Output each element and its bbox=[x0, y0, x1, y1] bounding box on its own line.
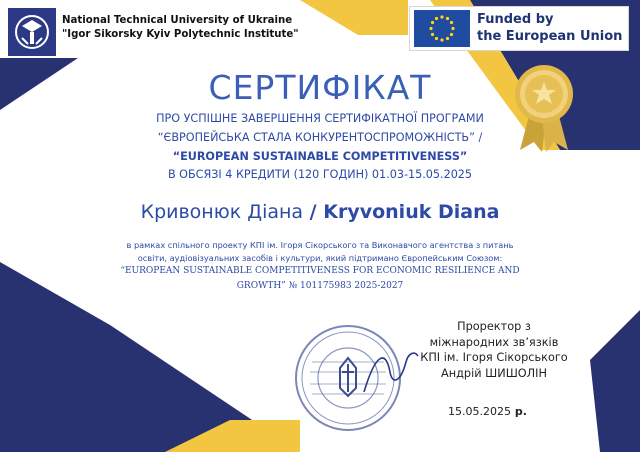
signatory-block bbox=[400, 319, 588, 381]
university-crest-icon bbox=[8, 8, 56, 56]
eu-funding-line1: Funded by bbox=[477, 12, 554, 27]
recipient-name-separator: / bbox=[303, 201, 324, 223]
issue-date-value: 15.05.2025 bbox=[448, 405, 511, 418]
recipient-name bbox=[0, 201, 640, 223]
eu-funding-badge bbox=[409, 6, 629, 51]
university-name bbox=[62, 14, 299, 42]
program-line2: “ЄВРОПЕЙСЬКА СТАЛА КОНКУРЕНТОСПРОМОЖНІСТЬ” / bbox=[157, 131, 483, 144]
eu-flag-icon bbox=[414, 10, 470, 47]
project-line4: GROWTH” № 101175983 2025-2027 bbox=[236, 281, 404, 291]
university-name-line1: National Technical University of Ukraine bbox=[62, 15, 293, 26]
program-line3: “EUROPEAN SUSTAINABLE COMPETITIVENESS” bbox=[172, 150, 468, 163]
signatory-line1: Проректор з bbox=[457, 320, 531, 333]
eu-funding-text bbox=[477, 11, 622, 45]
university-name-line2: "Igor Sikorsky Kyiv Polytechnic Institute" bbox=[62, 29, 299, 40]
issue-date-suffix: р. bbox=[510, 405, 527, 418]
program-line4: В ОБСЯЗІ 4 КРЕДИТИ (120 ГОДИН) 01.03-15.05.2025 bbox=[167, 168, 473, 181]
recipient-name-en: Kryvoniuk Diana bbox=[323, 201, 500, 223]
project-line2: освіти, аудіовізуальних засобів і культури, який підтримано Європейським Союзом: bbox=[137, 253, 503, 263]
issue-date bbox=[448, 405, 527, 418]
project-line1: в рамках спільного проекту КПІ ім. Ігоря Сікорського та Виконавчого агентства з питань bbox=[126, 240, 514, 250]
project-line3: “EUROPEAN SUSTAINABLE COMPETITIVENESS FOR ECONOMIC RESILIENCE AND bbox=[120, 266, 520, 276]
recipient-name-ua: Кривонюк Діана bbox=[140, 201, 304, 223]
eu-funding-line2: the European Union bbox=[477, 29, 623, 44]
signatory-line2: міжнародних зв’язків bbox=[429, 335, 559, 349]
signatory-line3: КПІ ім. Ігоря Сікорського bbox=[420, 351, 568, 364]
signatory-line4: Андрій ШИШОЛІН bbox=[441, 366, 547, 380]
certificate-title: СЕРТИФІКАТ bbox=[208, 68, 432, 107]
program-line1: ПРО УСПІШНЕ ЗАВЕРШЕННЯ СЕРТИФІКАТНОЇ ПРОГРАМИ bbox=[156, 112, 484, 125]
